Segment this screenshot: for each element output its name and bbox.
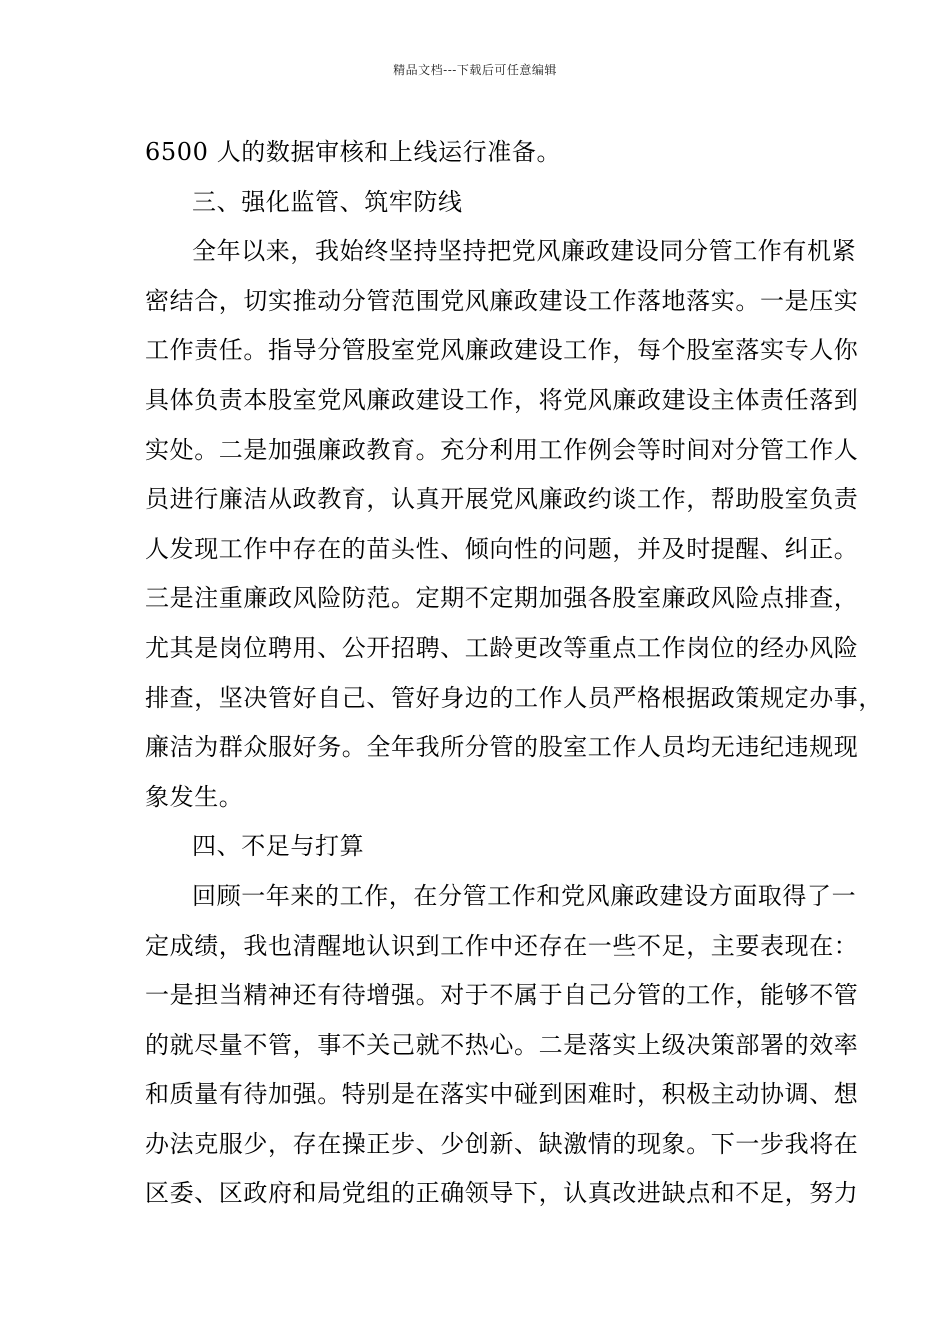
text-line: 全年以来，我始终坚持坚持把党风廉政建设同分管工作有机紧 xyxy=(192,237,857,266)
text-line: 6500 人的数据审核和上线运行准备。 xyxy=(145,138,562,166)
text-line: 员进行廉洁从政教育，认真开展党风廉政约谈工作，帮助股室负责 xyxy=(145,485,859,514)
text-line: 回顾一年来的工作，在分管工作和党风廉政建设方面取得了一 xyxy=(192,881,857,910)
page-header: 精品文档---下载后可任意编辑 xyxy=(393,63,557,77)
text-line: 具体负责本股室党风廉政建设工作，将党风廉政建设主体责任落到 xyxy=(145,385,859,414)
text-line: 一是担当精神还有待增强。对于不属于自己分管的工作，能够不管 xyxy=(145,981,859,1010)
text-line: 实处。二是加强廉政教育。充分利用工作例会等时间对分管工作人 xyxy=(145,435,859,464)
section-heading: 三、强化监管、筑牢防线 xyxy=(192,187,463,216)
text-line: 办法克服少，存在操正步、少创新、缺激情的现象。下一步我将在 xyxy=(145,1129,859,1158)
text-line: 廉洁为群众服好务。全年我所分管的股室工作人员均无违纪违规现 xyxy=(145,733,859,762)
text-line: 尤其是岗位聘用、公开招聘、工龄更改等重点工作岗位的经办风险 xyxy=(145,633,859,662)
text-line: 人发现工作中存在的苗头性、倾向性的问题，并及时提醒、纠正。 xyxy=(145,534,859,563)
text-line: 工作责任。指导分管股室党风廉政建设工作，每个股室落实专人你 xyxy=(145,336,859,365)
text-line: 三是注重廉政风险防范。定期不定期加强各股室廉政风险点排查， xyxy=(145,584,859,613)
section-heading: 四、不足与打算 xyxy=(192,832,365,861)
text-line: 和质量有待加强。特别是在落实中碰到困难时，积极主动协调、想 xyxy=(145,1080,859,1109)
text-line: 密结合，切实推动分管范围党风廉政建设工作落地落实。一是压实 xyxy=(145,286,859,315)
text-line: 的就尽量不管，事不关己就不热心。二是落实上级决策部署的效率 xyxy=(145,1030,859,1059)
body-text xyxy=(145,132,883,1223)
text-line: 象发生。 xyxy=(145,782,244,811)
text-line: 定成绩，我也清醒地认识到工作中还存在一些不足，主要表现在： xyxy=(145,931,859,960)
text-line: 区委、区政府和局党组的正确领导下，认真改进缺点和不足，努力 xyxy=(145,1179,859,1208)
text-line: 排查，坚决管好自己、管好身边的工作人员严格根据政策规定办事， xyxy=(145,683,883,712)
